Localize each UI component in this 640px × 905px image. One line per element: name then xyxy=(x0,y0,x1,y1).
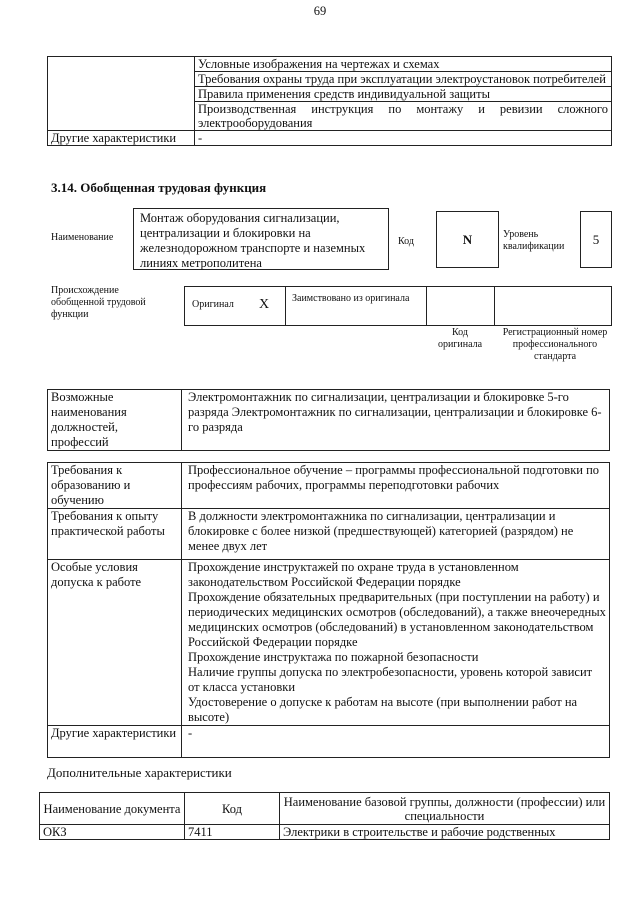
conditions-label: Особые условия допуска к работе xyxy=(48,560,182,726)
additional-header: Код xyxy=(185,793,280,825)
additional-header: Наименование базовой группы, должности (профессии) или специальности xyxy=(280,793,610,825)
condition-item: Прохождение инструктажей по охране труда в установленном законодательством Российской Федерации порядке xyxy=(188,560,519,589)
table-cell: 7411 xyxy=(185,825,280,840)
top-table xyxy=(47,56,612,146)
reg-number-caption: Регистрационный номер профессионального стандарта xyxy=(502,327,608,362)
education-label: Требования к образованию и обучению xyxy=(48,463,182,509)
positions-value: Электромонтажник по сигнализации, централизации и блокировке 5-го разряда Электромонтажник по сигнализации, централизации и блокировке 6-го разряда xyxy=(182,390,610,451)
code-label: Код xyxy=(398,236,414,247)
other-label: Другие характеристики xyxy=(48,726,182,758)
other-value: - xyxy=(182,726,610,758)
table-cell: ОКЗ xyxy=(40,825,185,840)
condition-item: Удостоверение о допуске к работам на высоте (при выполнении работ на высоте) xyxy=(188,695,578,724)
additional-title: Дополнительные характеристики xyxy=(47,765,232,780)
top-table-row: Производственная инструкция по монтажу и ревизии сложного электрооборудования xyxy=(195,102,612,131)
additional-header: Наименование документа xyxy=(40,793,185,825)
positions-table xyxy=(47,389,610,451)
original-mark: X xyxy=(259,297,270,312)
function-name-box: Монтаж оборудования сигнализации, централизации и блокировки на железнодорожном транспорте и наземных линиях метрополитена xyxy=(133,208,389,270)
table-cell: Электрики в строительстве и рабочие родственных xyxy=(280,825,610,840)
name-label: Наименование xyxy=(51,232,114,243)
education-value: Профессиональное обучение – программы профессиональной подготовки по профессиям рабочих, программы переподготовки рабочих xyxy=(182,463,610,509)
conditions-value xyxy=(182,560,610,726)
additional-table xyxy=(39,792,610,840)
code-original-caption: Код оригинала xyxy=(437,327,483,350)
condition-item: Наличие группы допуска по электробезопасности, уровень которой зависит от класса установки xyxy=(188,665,593,694)
experience-value: В должности электромонтажника по сигнализации, централизации и блокировке с более низкой (предшествующей) категорией (разрядом) не менее двух лет xyxy=(182,509,610,560)
code-value-box: N xyxy=(436,211,499,268)
origin-divider xyxy=(285,286,286,326)
condition-item: Прохождение инструктажа по пожарной безопасности xyxy=(188,650,479,664)
origin-box xyxy=(184,286,612,326)
top-table-empty-cell xyxy=(48,57,195,131)
top-table-other-value: - xyxy=(195,131,612,146)
positions-label: Возможные наименования должностей, профессий xyxy=(48,390,182,451)
top-table-row: Требования охраны труда при эксплуатации электроустановок потребителей xyxy=(195,72,612,87)
section-title: 3.14. Обобщенная трудовая функция xyxy=(51,180,267,195)
top-table-row: Правила применения средств индивидуальной защиты xyxy=(195,87,612,102)
origin-divider xyxy=(426,286,427,326)
experience-label: Требования к опыту практической работы xyxy=(48,509,182,560)
origin-label: Происхождение обобщенной трудовой функции xyxy=(51,285,146,320)
condition-item: Прохождение обязательных предварительных (при поступлении на работу) и периодических медицинских осмотров (обследований), а также внеочередных медицинских осмотров (обследований) в установленном законодательством Российской Федерации порядке xyxy=(188,590,606,649)
level-value-box: 5 xyxy=(580,211,612,268)
requirements-table xyxy=(47,462,610,758)
page-number: 69 xyxy=(313,4,327,18)
origin-divider xyxy=(494,286,495,326)
top-table-other-label: Другие характеристики xyxy=(48,131,195,146)
original-label: Оригинал xyxy=(192,299,234,310)
top-table-row: Условные изображения на чертежах и схемах xyxy=(195,57,612,72)
level-label: Уровень квалификации xyxy=(503,229,565,252)
borrowed-label: Заимствовано из оригинала xyxy=(292,293,410,304)
